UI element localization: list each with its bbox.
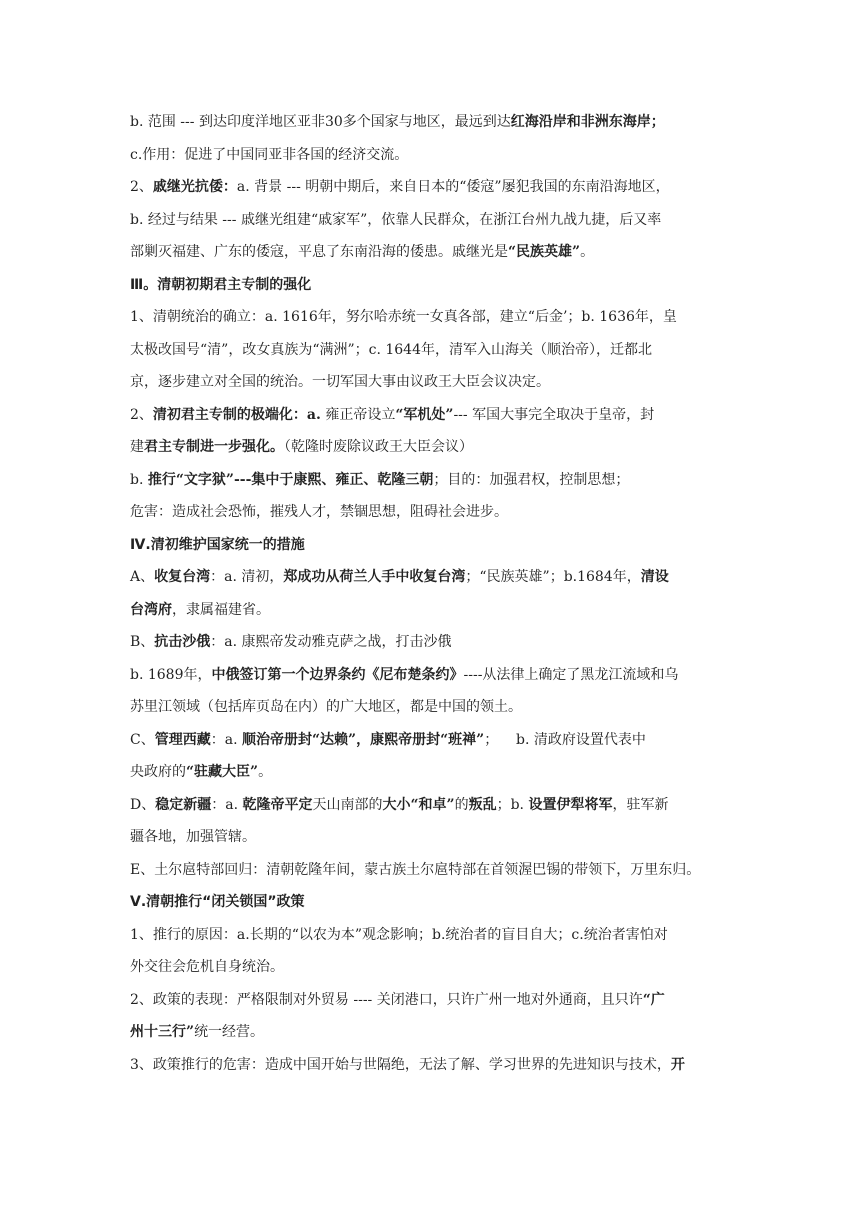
section-heading-5: Ⅴ.清朝推行“闭关锁国”政策 xyxy=(130,894,305,910)
qing-rule-line-1 xyxy=(130,301,734,334)
qi-jiguang-line-2 xyxy=(130,204,734,237)
text-run: 危害：造成社会恐怖，摧残人才，禁锢思想，阻碍社会进步。 xyxy=(130,504,508,520)
bold-run: 台湾府 xyxy=(130,601,172,618)
text-run: 天山南部的 xyxy=(312,796,383,813)
taiwan-line-2 xyxy=(130,594,734,627)
bold-run: “广 xyxy=(642,991,665,1008)
text-run: 央政府的 xyxy=(130,764,186,780)
russia-line-1 xyxy=(130,626,734,659)
text-run: 京，逐步建立对全国的统治。一切军国大事由议政王大臣会议决定。 xyxy=(130,374,550,390)
literary-inquisition-line xyxy=(130,464,734,497)
text-run: ；“民族英雄”；b.1684年， xyxy=(465,569,641,585)
bold-run: 红海沿岸和非洲东海岸； xyxy=(510,114,665,130)
text-run: ----从法律上确定了黑龙江流域和乌 xyxy=(463,666,679,683)
text-run: ； b. 清政府设置代表中 xyxy=(484,731,646,748)
text-run: 2、 xyxy=(130,406,153,423)
text-run: 2、 xyxy=(130,179,153,195)
qing-rule-line-3 xyxy=(130,366,734,399)
bold-run: 大小“和卓” xyxy=(382,796,455,813)
text-run: 疆各地，加强管辖。 xyxy=(130,829,256,845)
qi-jiguang-line-1 xyxy=(130,171,734,204)
bold-run: 清设 xyxy=(640,569,669,585)
bold-run: 推行“文字狱”---集中于康熙、雍正、乾隆三朝 xyxy=(147,471,434,488)
text-run: 外交往会危机自身统治。 xyxy=(130,959,284,975)
text-run: b. 经过与结果 --- 戚继光组建“戚家军”，依靠人民群众，在浙江台州九战九捷，后又率 xyxy=(130,211,662,228)
text-run: （乾隆时废除议政王大臣会议） xyxy=(284,439,473,455)
bold-run: 抗击沙俄 xyxy=(154,634,211,650)
qing-rule-line-2 xyxy=(130,334,734,367)
xinjiang-line-2 xyxy=(130,821,734,854)
text-run: E、土尔扈特部回归：清朝乾隆年间，蒙古族土尔扈特部在首领渥巴锡的带领下，万里东归。 xyxy=(130,861,701,878)
bold-run: “驻藏大臣” xyxy=(186,764,259,780)
text-run: 雍正帝设立 xyxy=(320,406,396,423)
xinjiang-line-1 xyxy=(130,789,734,822)
tibet-line-2 xyxy=(130,756,734,789)
bold-run: 中俄签订第一个边界条约《尼布楚条约》 xyxy=(211,666,464,683)
text-run: a. 背景 --- 明朝中期后，来自日本的“倭寇”屡犯我国的东南沿海地区， xyxy=(236,179,670,195)
text-run: 部剿灭福建、广东的倭寇，平息了东南沿海的倭患。戚继光是 xyxy=(130,244,508,260)
zhenghe-scope-line xyxy=(130,106,734,139)
text-run: 苏里江领域（包括库页岛在内）的广大地区，都是中国的领土。 xyxy=(130,699,522,715)
text-run: --- 军国大事完全取决于皇帝，封 xyxy=(453,406,655,423)
text-run: ：a. 康熙帝发动雅克萨之战，打击沙俄 xyxy=(210,634,452,650)
bold-run: 管理西藏 xyxy=(154,731,211,748)
text-run: 的 xyxy=(454,796,469,813)
bold-run: 戚继光抗倭： xyxy=(152,179,237,195)
bold-run: “军机处” xyxy=(395,406,454,423)
bold-run: 乾隆帝平定 xyxy=(242,796,313,813)
text-run: ：a. xyxy=(210,731,242,748)
text-run: B、 xyxy=(130,634,155,650)
section-heading-4: Ⅳ.清初维护国家统一的措施 xyxy=(130,536,305,553)
autocracy-line-1 xyxy=(130,399,734,432)
torghut-line xyxy=(130,854,734,887)
bold-run: 稳定新疆 xyxy=(155,796,212,813)
document-body xyxy=(130,106,734,1081)
text-run: ：a. xyxy=(211,796,243,813)
qi-jiguang-line-3 xyxy=(130,236,734,269)
bold-run: 清初君主专制的极端化：a. xyxy=(152,406,321,423)
closed-door-harm-line xyxy=(130,1049,734,1082)
text-run: ，驻军新 xyxy=(612,796,669,813)
bold-run: 州十三行” xyxy=(130,1024,195,1040)
text-run: 1、清朝统治的确立：a. 1616年，努尔哈赤统一女真各部，建立“后金’；b. 1636年，皇 xyxy=(130,309,677,325)
closed-door-cause-line-1 xyxy=(130,919,734,952)
text-run: c.作用：促进了中国同亚非各国的经济交流。 xyxy=(130,146,409,163)
bold-run: 叛乱 xyxy=(468,796,497,813)
bold-run: 君主专制进一步强化。 xyxy=(144,439,284,455)
text-run: 太极改国号“清”，改女真族为“满洲”；c. 1644年，清军入山海关（顺治帝），迁都北 xyxy=(130,341,652,358)
text-run: D、 xyxy=(130,796,156,813)
bold-run: 收复台湾 xyxy=(154,569,211,585)
text-run: b. xyxy=(130,471,148,488)
closed-door-cause-line-2 xyxy=(130,951,734,984)
bold-run: 设置伊犁将军 xyxy=(528,796,613,813)
text-run: 建 xyxy=(130,439,144,455)
text-run: 3、政策推行的危害：造成中国开始与世隔绝，无法了解、学习世界的先进知识与技术， xyxy=(130,1056,671,1073)
text-run: b. 范围 --- 到达印度洋地区亚非30多个国家与地区，最远到达 xyxy=(130,114,511,130)
text-run: ；目的：加强君权，控制思想； xyxy=(433,471,630,488)
text-run: ：a. 清初， xyxy=(210,569,284,585)
text-run: 统一经营。 xyxy=(194,1024,265,1040)
bold-run: 顺治帝册封“达赖”，康熙帝册封“班禅” xyxy=(241,731,485,748)
zhenghe-effect-line xyxy=(130,139,734,172)
closed-door-policy-line-1 xyxy=(130,984,734,1017)
russia-line-2 xyxy=(130,659,734,692)
text-run: 。 xyxy=(580,244,595,260)
tibet-line-1 xyxy=(130,724,734,757)
text-run: 。 xyxy=(258,764,273,780)
text-run: ，隶属福建省。 xyxy=(172,601,270,618)
closed-door-policy-line-2 xyxy=(130,1016,734,1049)
autocracy-line-2 xyxy=(130,431,734,464)
text-run: 2、政策的表现：严格限制对外贸易 ---- 关闭港口，只许广州一地对外通商，且只许 xyxy=(130,991,643,1008)
text-run: b. 1689年， xyxy=(130,666,212,683)
text-run: ；b. xyxy=(496,796,529,813)
bold-run: 郑成功从荷兰人手中收复台湾 xyxy=(283,569,466,585)
text-run: 1、推行的原因：a.长期的“以农为本”观念影响；b.统治者的盲目自大；c.统治者害怕对 xyxy=(130,926,668,943)
russia-line-3 xyxy=(130,691,734,724)
text-run: A、 xyxy=(130,569,155,585)
text-run: C、 xyxy=(130,731,155,748)
bold-run: 开 xyxy=(670,1056,685,1073)
taiwan-line-1 xyxy=(130,561,734,594)
bold-run: “民族英雄” xyxy=(508,244,581,260)
literary-inquisition-harm-line xyxy=(130,496,734,529)
section-heading-3: Ⅲ。清朝初期君主专制的强化 xyxy=(130,276,312,293)
